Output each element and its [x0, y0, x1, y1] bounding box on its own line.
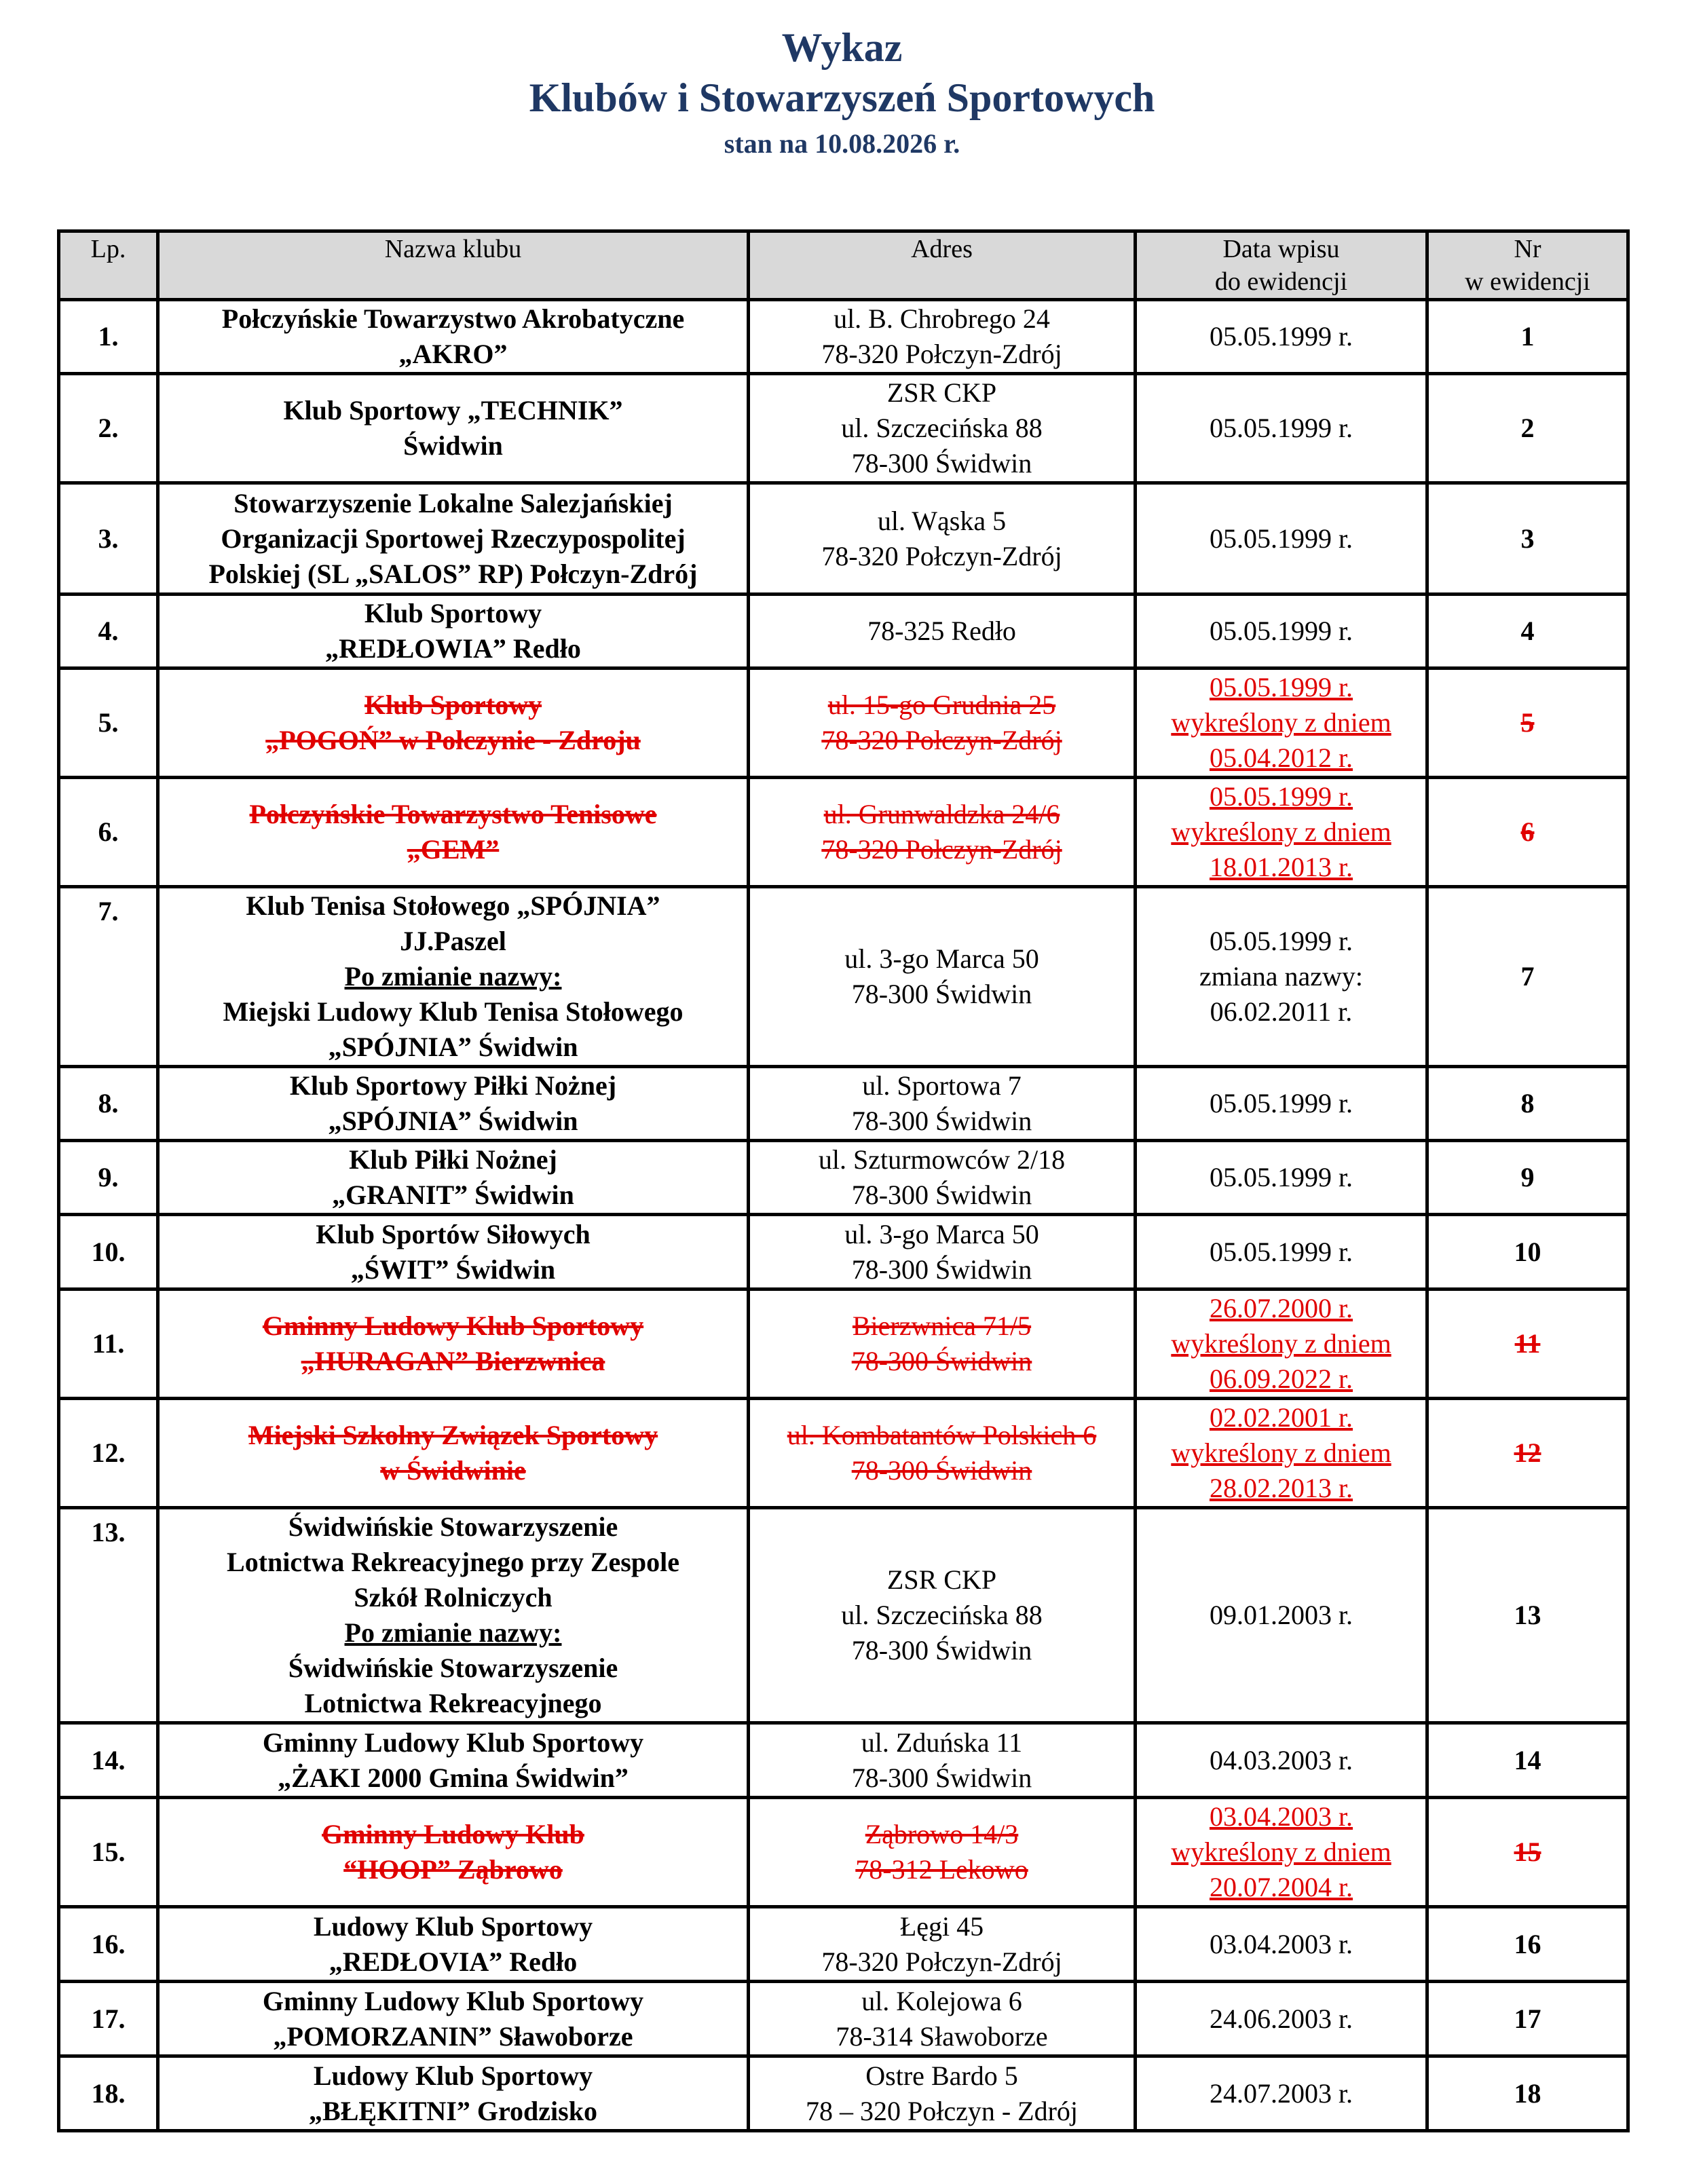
cell-date-line: wykreślony z dniem [1171, 816, 1391, 847]
cell-club-name-line: Świdwińskie Stowarzyszenie [288, 1653, 618, 1683]
title-date: stan na 10.08.2026 r. [724, 128, 960, 159]
cell-address-line: ul. Zduńska 11 [861, 1727, 1023, 1758]
table-row [59, 1215, 1628, 1289]
cell-address-line: 78-300 Świdwin [851, 448, 1032, 478]
header-nr-line2: w ewidencji [1465, 267, 1590, 296]
cell-address [749, 1508, 1136, 1723]
cell-date-line: 04.03.2003 r. [1209, 1744, 1353, 1775]
cell-club-name-line: „REDŁOWIA” Redło [325, 633, 581, 664]
cell-date-line: 02.02.2001 r. [1209, 1402, 1353, 1433]
cell-address [749, 2056, 1136, 2131]
cell-date-line: 18.01.2013 r. [1209, 852, 1353, 882]
cell-address-line: ul. 3-go Marca 50 [844, 1218, 1039, 1249]
cell-date [1136, 887, 1427, 1067]
cell-date [1136, 1798, 1427, 1907]
cell-club-name-line: Gminny Ludowy Klub Sportowy [262, 1311, 644, 1341]
cell-club-name-line: Ludowy Klub Sportowy [313, 1910, 593, 1942]
cell-address-line: 78-325 Redło [867, 616, 1016, 646]
cell-address-line: 78-300 Świdwin [851, 979, 1032, 1009]
cell-club-name [158, 1723, 749, 1798]
cell-nr: 12 [1427, 1399, 1628, 1508]
cell-club-name-line: „BŁĘKITNI” Grodzisko [309, 2095, 597, 2126]
cell-address [749, 1141, 1136, 1215]
cell-address-line: 78-300 Świdwin [851, 1346, 1032, 1376]
cell-club-name [158, 1508, 749, 1723]
cell-club-name-line: Świdwińskie Stowarzyszenie [288, 1511, 618, 1542]
cell-club-name-line: Klub Sportowy Piłki Nożnej [289, 1070, 617, 1101]
cell-club-name-line: JJ.Paszel [400, 926, 506, 956]
cell-nr: 6 [1427, 778, 1628, 887]
cell-club-name-line: Po zmianie nazwy: [344, 961, 562, 992]
cell-date [1136, 778, 1427, 887]
cell-address [749, 1399, 1136, 1508]
cell-address-line: Bierzwnica 71/5 [852, 1311, 1032, 1341]
cell-nr: 5 [1427, 669, 1628, 778]
cell-date [1136, 1399, 1427, 1508]
cell-date-line: 03.04.2003 r. [1209, 1928, 1353, 1959]
cell-date [1136, 483, 1427, 595]
cell-address-line: ul. Szczecińska 88 [841, 1600, 1043, 1630]
cell-address [749, 887, 1136, 1067]
cell-lp: 12. [59, 1399, 158, 1508]
cell-date [1136, 1067, 1427, 1141]
cell-club-name-line: Miejski Szkolny Związek Sportowy [248, 1420, 658, 1450]
cell-address-line: 78-300 Świdwin [851, 1254, 1032, 1285]
cell-club-name-line: w Świdwinie [380, 1455, 526, 1486]
cell-nr: 18 [1427, 2056, 1628, 2131]
table-row [59, 1723, 1628, 1798]
cell-club-name [158, 483, 749, 595]
cell-club-name-line: Polskiej (SL „SALOS” RP) Połczyn-Zdrój [208, 558, 698, 589]
cell-date [1136, 1723, 1427, 1798]
header-date [1136, 231, 1427, 300]
cell-nr: 13 [1427, 1508, 1628, 1723]
cell-date [1136, 669, 1427, 778]
header-nr-line1: Nr [1514, 235, 1541, 263]
table-body [59, 300, 1628, 2131]
cell-nr: 17 [1427, 1982, 1628, 2056]
header-row [59, 231, 1628, 300]
cell-club-name-line: Klub Tenisa Stołowego „SPÓJNIA” [246, 890, 660, 921]
cell-club-name-line: Lotnictwa Rekreacyjnego [304, 1688, 602, 1718]
cell-club-name [158, 1907, 749, 1982]
header-date-line1: Data wpisu [1222, 235, 1340, 263]
cell-address-line: ul. B. Chrobrego 24 [834, 303, 1050, 334]
cell-date-line: wykreślony z dniem [1171, 1328, 1391, 1359]
cell-address-line: Ząbrowo 14/3 [865, 1819, 1019, 1849]
cell-address-line: 78-314 Sławoborze [836, 2020, 1048, 2052]
cell-club-name-line: „ŚWIT” Świdwin [350, 1254, 556, 1285]
cell-address-line: 78-300 Świdwin [851, 1180, 1032, 1210]
clubs-table [57, 229, 1630, 2132]
cell-address-line: 78-320 Połczyn-Zdrój [821, 540, 1062, 571]
cell-club-name-line: Miejski Ludowy Klub Tenisa Stołowego [223, 996, 684, 1027]
cell-club-name-line: „SPÓJNIA” Świdwin [328, 1032, 578, 1062]
cell-club-name-line: Po zmianie nazwy: [344, 1617, 562, 1648]
table-row [59, 1141, 1628, 1215]
cell-nr: 9 [1427, 1141, 1628, 1215]
cell-club-name [158, 1067, 749, 1141]
cell-lp: 18. [59, 2056, 158, 2131]
cell-club-name [158, 2056, 749, 2131]
header-nr [1427, 231, 1628, 300]
cell-address [749, 1723, 1136, 1798]
cell-club-name [158, 887, 749, 1067]
cell-nr: 7 [1427, 887, 1628, 1067]
cell-date-line: 09.01.2003 r. [1209, 1600, 1353, 1630]
cell-address-line: ul. Wąska 5 [877, 505, 1007, 536]
cell-address-line: 78 – 320 Połczyn - Zdrój [805, 2095, 1079, 2126]
cell-date [1136, 1982, 1427, 2056]
cell-club-name-line: Świdwin [403, 430, 503, 461]
cell-club-name [158, 1215, 749, 1289]
cell-address-line: 78-300 Świdwin [851, 1762, 1032, 1793]
cell-address-line: ul. Kolejowa 6 [861, 1985, 1022, 2016]
table-row [59, 374, 1628, 483]
cell-club-name [158, 1982, 749, 2056]
header-address: Adres [749, 231, 1136, 300]
cell-date [1136, 1141, 1427, 1215]
cell-address-line: ul. 15-go Grudnia 25 [827, 690, 1056, 720]
cell-nr: 11 [1427, 1289, 1628, 1399]
cell-address-line: ul. Szczecińska 88 [841, 413, 1043, 443]
cell-address [749, 1907, 1136, 1982]
cell-address [749, 1289, 1136, 1399]
cell-nr: 4 [1427, 595, 1628, 669]
table-row [59, 1399, 1628, 1508]
cell-date [1136, 1907, 1427, 1982]
cell-club-name-line: Organizacji Sportowej Rzeczypospolitej [221, 523, 686, 554]
cell-club-name-line: Klub Piłki Nożnej [349, 1144, 557, 1175]
cell-club-name-line: Lotnictwa Rekreacyjnego przy Zespole [227, 1547, 679, 1577]
cell-address-line: 78-320 Połczyn-Zdrój [821, 725, 1062, 755]
cell-nr: 16 [1427, 1907, 1628, 1982]
cell-lp: 10. [59, 1215, 158, 1289]
cell-date-line: wykreślony z dniem [1171, 1837, 1391, 1867]
cell-address-line: ul. Kombatantów Polskich 6 [787, 1420, 1097, 1450]
cell-club-name-line: Gminny Ludowy Klub [322, 1819, 584, 1849]
cell-club-name-line: Gminny Ludowy Klub Sportowy [262, 1727, 644, 1758]
cell-date-line: wykreślony z dniem [1171, 707, 1391, 738]
cell-club-name [158, 1798, 749, 1907]
cell-address-line: 78-312 Lekowo [855, 1854, 1028, 1885]
cell-club-name-line: Połczyńskie Towarzystwo Tenisowe [249, 799, 657, 829]
cell-address [749, 1798, 1136, 1907]
cell-club-name-line: Klub Sportowy „TECHNIK” [283, 395, 623, 426]
cell-address-line: ul. Sportowa 7 [862, 1070, 1022, 1101]
cell-date-line: 05.05.1999 r. [1209, 781, 1353, 812]
table-row [59, 483, 1628, 595]
cell-club-name [158, 669, 749, 778]
cell-club-name-line: „GRANIT” Świdwin [332, 1180, 574, 1210]
cell-lp: 8. [59, 1067, 158, 1141]
table-row [59, 887, 1628, 1067]
cell-address-line: Ostre Bardo 5 [865, 2060, 1018, 2091]
cell-date [1136, 595, 1427, 669]
cell-lp: 14. [59, 1723, 158, 1798]
cell-address [749, 483, 1136, 595]
cell-address [749, 300, 1136, 374]
cell-date-line: 05.05.1999 r. [1209, 1088, 1353, 1118]
cell-club-name [158, 778, 749, 887]
table-row [59, 1982, 1628, 2056]
title-wykaz: Wykaz [781, 25, 903, 70]
table-row [59, 595, 1628, 669]
cell-address-line: 78-320 Połczyn-Zdrój [821, 339, 1062, 369]
cell-club-name-line: Klub Sportowy [364, 690, 542, 720]
cell-lp: 5. [59, 669, 158, 778]
cell-date-line: 05.05.1999 r. [1209, 1236, 1353, 1267]
cell-nr: 14 [1427, 1723, 1628, 1798]
cell-address-line: ZSR CKP [886, 1564, 997, 1595]
cell-club-name-line: „SPÓJNIA” Świdwin [328, 1106, 578, 1136]
cell-address [749, 374, 1136, 483]
cell-club-name [158, 1289, 749, 1399]
cell-club-name-line: Stowarzyszenie Lokalne Salezjańskiej [233, 487, 673, 519]
table-row [59, 1289, 1628, 1399]
cell-date-line: 03.04.2003 r. [1209, 1801, 1353, 1832]
cell-date-line: 05.05.1999 r. [1209, 321, 1353, 352]
header-name: Nazwa klubu [158, 231, 749, 300]
cell-lp: 9. [59, 1141, 158, 1215]
cell-lp: 11. [59, 1289, 158, 1399]
cell-club-name [158, 374, 749, 483]
cell-date-line: 05.05.1999 r. [1209, 523, 1353, 554]
cell-date [1136, 1215, 1427, 1289]
cell-address [749, 669, 1136, 778]
table-row [59, 1907, 1628, 1982]
cell-club-name [158, 300, 749, 374]
cell-date-line: 06.02.2011 r. [1210, 996, 1353, 1027]
table-row [59, 778, 1628, 887]
cell-date-line: 05.05.1999 r. [1209, 616, 1353, 646]
cell-address-line: ul. Szturmowców 2/18 [818, 1144, 1066, 1175]
cell-lp: 3. [59, 483, 158, 595]
title-main: Klubów i Stowarzyszeń Sportowych [529, 75, 1155, 120]
cell-date-line: zmiana nazwy: [1199, 961, 1363, 992]
cell-club-name [158, 1141, 749, 1215]
cell-nr: 1 [1427, 300, 1628, 374]
cell-lp: 16. [59, 1907, 158, 1982]
cell-address-line: 78-300 Świdwin [851, 1106, 1032, 1136]
cell-nr: 15 [1427, 1798, 1628, 1907]
cell-address [749, 1982, 1136, 2056]
cell-nr: 2 [1427, 374, 1628, 483]
cell-address-line: 78-300 Świdwin [851, 1455, 1032, 1486]
cell-address-line: 78-300 Świdwin [851, 1635, 1032, 1665]
cell-date-line: 20.07.2004 r. [1209, 1872, 1353, 1902]
cell-address-line: 78-320 Połczyn-Zdrój [821, 834, 1062, 865]
cell-lp: 7. [59, 887, 158, 1067]
cell-club-name-line: Klub Sportowy [364, 598, 542, 628]
cell-date [1136, 300, 1427, 374]
cell-lp: 4. [59, 595, 158, 669]
cell-address-line: ul. Grunwaldzka 24/6 [823, 799, 1060, 829]
cell-lp: 13. [59, 1508, 158, 1723]
cell-club-name-line: “HOOP” Ząbrowo [343, 1854, 563, 1885]
cell-lp: 17. [59, 1982, 158, 2056]
cell-club-name-line: Szkół Rolniczych [354, 1582, 553, 1613]
cell-date [1136, 2056, 1427, 2131]
cell-club-name-line: „ŻAKI 2000 Gmina Świdwin” [278, 1762, 629, 1793]
cell-club-name-line: Połczyńskie Towarzystwo Akrobatyczne [221, 303, 685, 334]
cell-nr: 8 [1427, 1067, 1628, 1141]
cell-address [749, 778, 1136, 887]
cell-date-line: 28.02.2013 r. [1209, 1473, 1353, 1503]
header-date-line2: do ewidencji [1214, 267, 1348, 296]
cell-date-line: 05.05.1999 r. [1209, 1162, 1353, 1192]
cell-address [749, 595, 1136, 669]
cell-date-line: 26.07.2000 r. [1209, 1293, 1353, 1323]
cell-club-name-line: „HURAGAN” Bierzwnica [301, 1346, 605, 1376]
cell-address-line: ZSR CKP [886, 377, 997, 408]
cell-date [1136, 1289, 1427, 1399]
cell-date-line: 24.07.2003 r. [1209, 2077, 1353, 2109]
cell-club-name-line: Klub Sportów Siłowych [316, 1218, 591, 1249]
table-row [59, 1798, 1628, 1907]
cell-date-line: 05.05.1999 r. [1209, 672, 1353, 702]
table-row [59, 669, 1628, 778]
cell-address [749, 1067, 1136, 1141]
cell-nr: 10 [1427, 1215, 1628, 1289]
cell-lp: 15. [59, 1798, 158, 1907]
cell-address-line: ul. 3-go Marca 50 [844, 943, 1039, 974]
cell-lp: 6. [59, 778, 158, 887]
cell-date-line: 05.05.1999 r. [1209, 413, 1353, 443]
cell-address-line: Łęgi 45 [899, 1910, 984, 1942]
cell-date-line: 05.05.1999 r. [1209, 926, 1353, 956]
table-row [59, 1508, 1628, 1723]
cell-nr: 3 [1427, 483, 1628, 595]
cell-club-name-line: Ludowy Klub Sportowy [313, 2060, 593, 2091]
cell-club-name-line: „GEM” [407, 834, 500, 865]
cell-club-name-line: Gminny Ludowy Klub Sportowy [262, 1985, 644, 2016]
cell-lp: 1. [59, 300, 158, 374]
cell-address-line: 78-320 Połczyn-Zdrój [821, 1946, 1062, 1977]
table-row [59, 300, 1628, 374]
cell-club-name-line: „REDŁOVIA” Redło [329, 1946, 578, 1977]
table-row [59, 2056, 1628, 2131]
cell-club-name [158, 1399, 749, 1508]
cell-date-line: 05.04.2012 r. [1209, 742, 1353, 773]
cell-club-name-line: „POMORZANIN” Sławoborze [273, 2020, 633, 2052]
cell-date-line: 06.09.2022 r. [1209, 1363, 1353, 1394]
cell-date-line: wykreślony z dniem [1171, 1437, 1391, 1468]
table-row [59, 1067, 1628, 1141]
cell-date [1136, 1508, 1427, 1723]
cell-address [749, 1215, 1136, 1289]
header-lp: Lp. [59, 231, 158, 300]
cell-date [1136, 374, 1427, 483]
cell-lp: 2. [59, 374, 158, 483]
cell-club-name [158, 595, 749, 669]
cell-club-name-line: „POGOŃ” w Połczynie - Zdroju [265, 725, 641, 755]
cell-club-name-line: „AKRO” [398, 339, 508, 369]
cell-date-line: 24.06.2003 r. [1209, 2003, 1353, 2034]
